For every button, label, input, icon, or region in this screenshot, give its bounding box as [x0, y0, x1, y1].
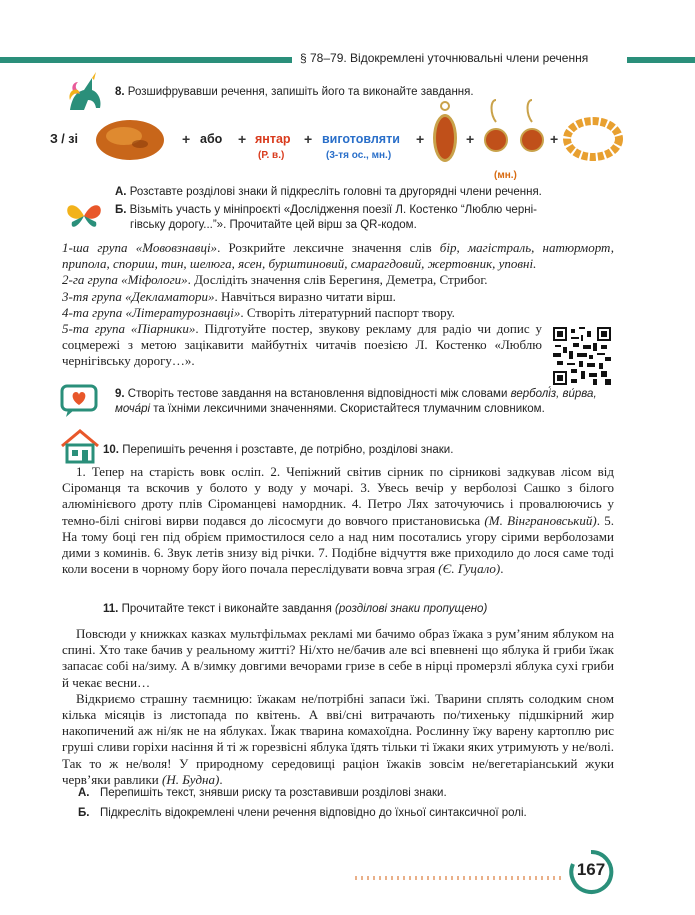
butterfly-icon [62, 198, 106, 232]
page-number: 167 [576, 860, 606, 879]
formula-start: З / зі [50, 132, 78, 146]
amber-beads-image [562, 114, 624, 164]
ex11-paragraph-2: Відкриємо страшну таємницю: їжакам не/потрібні запаси їжі. Тварини сплять солодким сном кілька місяців із листопада по квітень. А вві/сні витрачають по/тихеньку підшкірний жир накопичений аж ні/як не на яблуках. Їжак тварина комахоїдна. Рослинну їжу варену картоплю рис груші сливи горіхи насіння й ті ж горезвісні яблука їдять тільки ті їжаки яких утримують у не/волі. Так то ж не/воля! У природному середовищі раціон їжаків зовсім не/вегетаріанський жуки черв’яки равлики (Н. Будна). [62, 690, 614, 787]
formula-amber: янтар [255, 132, 291, 146]
header-bar-left [0, 57, 292, 63]
formula-or: або [200, 132, 223, 146]
section-title: § 78–79. Відокремлені уточнювальні члени речення [300, 51, 589, 65]
project-groups [62, 240, 614, 370]
unicorn-icon [62, 70, 110, 118]
ex8-task-b: Б. Візьміть участь у мініпроєкті «Дослідження поезії Л. Костенко “Люблю черні- гівську дорогу...”». Прочитайте цей вірш за QR-кодом. [115, 204, 537, 231]
header-bar-right [627, 57, 695, 63]
group-5: 5-та група «Піарники». Підготуйте постер, звукову рекламу для радіо чи допис у соцмережі з метою зацікавити майбутніх читачів поезією Л. Костенко «Люблю чернігівську дорогу…». [62, 321, 542, 369]
house-icon [58, 428, 102, 464]
ex11-instruction: 11. Прочитайте текст і виконайте завдання (розділові знаки пропущено) [103, 603, 488, 615]
ex10-instruction: 10. Перепишіть речення і розставте, де потрібно, розділові знаки. [103, 444, 454, 456]
group-2: 2-га група «Міфологи». Дослідіть значення слів Берегиня, Деметра, Стрибог. [62, 272, 488, 288]
footer-dots [355, 876, 565, 880]
group-4: 4-та група «Літературознавці». Створіть літературний паспорт твору. [62, 304, 455, 320]
ex9-instruction: 9. Створіть тестове завдання на встановлення відповідності між словами верболі́з, ви́рва, моча́рі та їхніми лексичними значеннями. Скористайтеся тлумачним словником. [115, 388, 597, 415]
ex11-text [62, 626, 614, 788]
amber-pendant-image [430, 100, 460, 166]
heart-chat-icon [60, 384, 100, 418]
ex11-paragraph-1: Повсюди у книжках казках мультфільмах рекламі ми бачимо образ їжака з рум’яним яблуком на спині. Хто таке бачив у реальному житті? Ні/хто не/бачив але всі впевнені що яблука й гриби їжак запасає собі на/зиму. А в/зимку довгими вечорами гризе в себе в нірці промерзлі яблука сухі гриби й чекає весни… [62, 626, 614, 690]
group-1: 1-ша група «Мововзнавці». Розкрийте лексичне значення слів бір, магістраль, натюрморт, припола, спориш, тин, шелюга, ясен, бурштиновий, смарагдовий, жертовник, уповні. [62, 240, 614, 272]
amber-earrings-image [480, 96, 550, 166]
qr-code-icon[interactable] [553, 327, 611, 385]
amber-stone-image [94, 116, 166, 162]
ex8-instruction: 8. Розшифрувавши речення, запишіть його та виконайте завдання. [115, 86, 474, 98]
ex10-text: 1. Тепер на старість вовк осліп. 2. Чепіжний світив сірник по сірникові задкував лісом від Сіроманця та вскочив у болото у воду у мочарі. 3. Увесь вечір у верболозі Сашко з білого алюмінієвого дроту плів Сіроманцеві намордник. 4. Петро Лях заточуючись і провалюючись у темно-білі снігові вирви подався до лісосмуги до вовчого пристановиська (М. Вінграновський). 5. На тому боці ген під обрієм примостилося село а над ним посотались угору сірими верболозами дими з коминів. 6. Звук летів знизу від річки. 7. Подібне відчуття вже приходило до лося саме тоді коли восени в чорному бору його почала переслідувати вовча зграя (Є. Гуцало). [62, 464, 614, 577]
formula-make: виготовляти [322, 132, 400, 146]
formula: З / зі + або + янтар (Р. в.) + виготовляти (3-тя ос., мн.) + + (мн.) + [50, 126, 650, 182]
ex11-tasks: А. Перепишіть текст, знявши риску та розставивши розділові знаки. Б. Підкресліть відокремлені члени речення відповідно до їхньої синтаксичної ролі. [78, 787, 527, 819]
group-3: 3-тя група «Декламатори». Навчіться виразно читати вірш. [62, 288, 396, 304]
ex8-task-a: А. Розставте розділові знаки й підкресліть головні та другорядні члени речення. [115, 186, 542, 198]
